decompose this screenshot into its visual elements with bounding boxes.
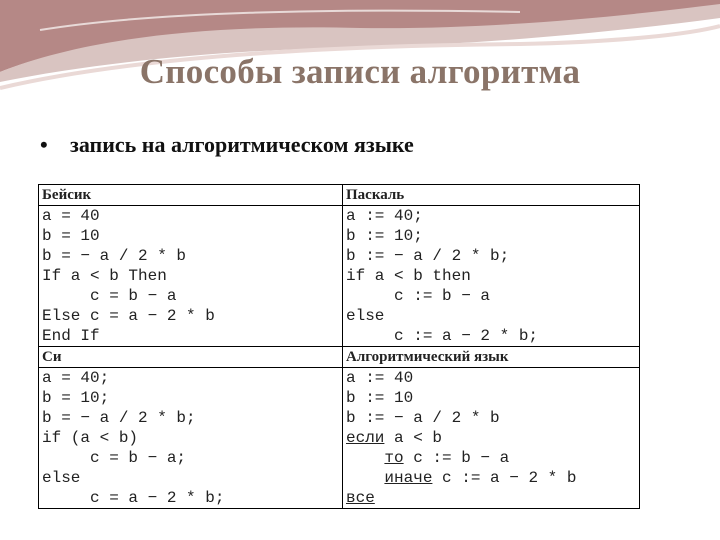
code-line: b = − a / 2 * b;	[42, 409, 196, 427]
code-fragment: c := a − 2 * b	[432, 469, 577, 487]
keyword-end: все	[346, 489, 375, 507]
header-algo: Алгоритмический язык	[343, 347, 640, 368]
code-line: b = 10	[42, 227, 100, 245]
keyword-then: то	[384, 449, 404, 467]
code-line: b = − a / 2 * b	[42, 247, 187, 265]
code-line: c = a − 2 * b;	[42, 489, 225, 507]
code-line: else	[42, 469, 81, 487]
code-line: If a < b Then	[42, 267, 167, 285]
code-line	[346, 448, 639, 468]
code-line: c = b − a	[42, 287, 177, 305]
slide-title: Способы записи алгоритма	[139, 52, 581, 91]
table-row	[39, 206, 640, 347]
bullet-item	[40, 132, 414, 158]
code-line	[346, 488, 639, 508]
table-row	[39, 185, 640, 206]
code-algo	[343, 368, 640, 509]
code-c	[39, 368, 343, 509]
code-line: b = 10;	[42, 389, 110, 407]
code-line: c := a − 2 * b;	[346, 327, 539, 345]
code-line: if (a < b)	[42, 429, 139, 447]
code-fragment: c := b − a	[403, 449, 510, 467]
table-row	[39, 368, 640, 509]
code-line: b := 10	[346, 389, 414, 407]
code-line: a := 40;	[346, 207, 423, 225]
header-c: Си	[39, 347, 343, 368]
keyword-else: иначе	[384, 469, 433, 487]
keyword-if: если	[346, 429, 385, 447]
code-line: else	[346, 307, 385, 325]
code-line: if a < b then	[346, 267, 471, 285]
bullet-text: запись на алгоритмическом языке	[70, 132, 414, 157]
code-line	[346, 428, 639, 448]
code-line: b := − a / 2 * b;	[346, 247, 510, 265]
code-line: a := 40	[346, 369, 414, 387]
header-pascal: Паскаль	[343, 185, 640, 206]
code-line: a = 40	[42, 207, 100, 225]
code-line: c = b − a;	[42, 449, 187, 467]
header-basic: Бейсик	[39, 185, 343, 206]
code-basic	[39, 206, 343, 347]
code-comparison-table	[38, 184, 640, 509]
code-line: b := − a / 2 * b	[346, 409, 500, 427]
code-line: a = 40;	[42, 369, 110, 387]
code-line: End If	[42, 327, 100, 345]
code-line: c := b − a	[346, 287, 491, 305]
code-fragment: a < b	[384, 429, 443, 447]
code-line: Else c = a − 2 * b	[42, 307, 215, 325]
code-pascal	[343, 206, 640, 347]
code-line	[346, 468, 639, 488]
code-line: b := 10;	[346, 227, 423, 245]
bullet-icon: •	[40, 132, 48, 157]
table-row	[39, 347, 640, 368]
